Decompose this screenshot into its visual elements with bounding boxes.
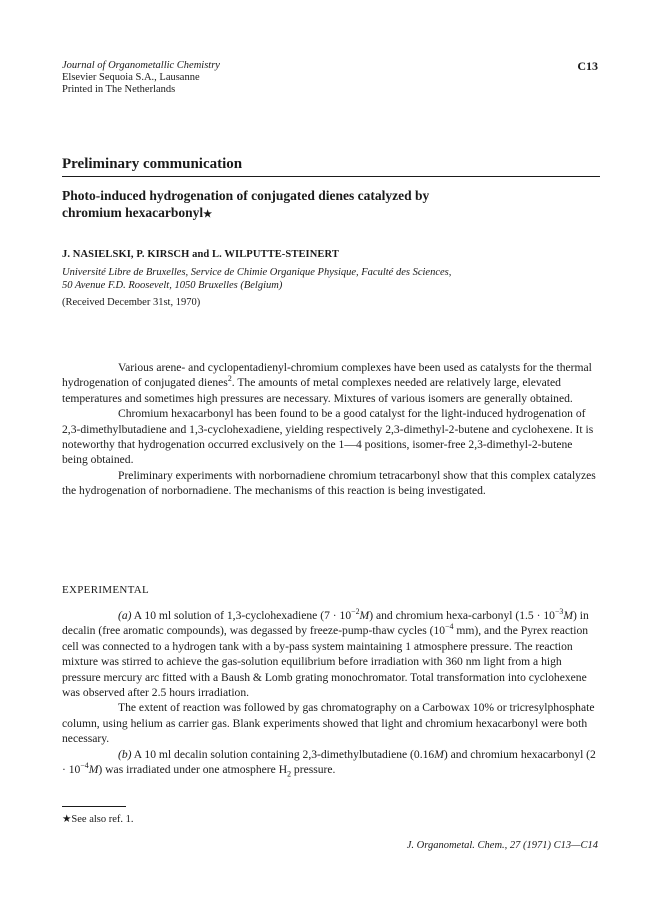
authors: J. NASIELSKI, P. KIRSCH and L. WILPUTTE-STEINERT (62, 249, 339, 260)
article-title (62, 187, 602, 223)
section-title: Preliminary communication (62, 156, 243, 172)
experimental-heading: EXPERIMENTAL (62, 584, 150, 596)
page-number: C13 (577, 59, 598, 73)
intro-paragraph-2: Chromium hexacarbonyl has been found to be a good catalyst for the light-induced hydrogenation of 2,3-dimethylbutadiene and 1,3-cyclohexadiene, yielding respectively 2,3-dimethyl-2-butene and cyclohexene. It is noteworthy that hydrogenation occurred exclusively on the 1—4 positions, isomer-free 2,3-dimethyl-2-butene being obtained. (62, 407, 594, 467)
experimental-paragraph-a: (a) A 10 ml solution of 1,3-cyclohexadiene $(7 \cdot 10^{-2}M)$ and chromium hexa-carbonyl $(1.5 \cdot 10^{-3}M)$ in decalin (free aromatic compounds), was degassed by freeze-pump-thaw cycles ($10^{-4}$ mm), and the Pyrex reaction cell was connected to a hydrogen tank with a by-pass system maintaining 1 atmosphere pressure. The reaction mixture was stirred to achieve the gas-solution equilibrium before irradiation with 360 nm light from a high pressure mercury arc fitted with a Baush & Lomb grating monochromator. Total transformation into cyclohexene was observed after 2.5 hours irradiation. (62, 607, 589, 700)
intro-paragraph-3: Preliminary experiments with norbornadiene chromium tetracarbonyl show that this complex catalyzes the hydrogenation of norbornadiene. The mechanisms of this reaction is being investigated. (62, 468, 596, 498)
experimental-body (62, 608, 600, 777)
title-footnote-star: ★ (203, 209, 213, 220)
journal-header (62, 60, 220, 96)
article-title-line1: Photo-induced hydrogenation of conjugated dienes catalyzed by (62, 188, 430, 203)
reference-superscript: 2 (227, 374, 232, 384)
experimental-paragraph-extent: The extent of reaction was followed by gas chromatography on a Carbowax 10% or tricresylphosphate column, using helium as carrier gas. Blank experiments showed that light and chromium hexacarbonyl were both necessary. (62, 701, 595, 746)
publisher: Elsevier Sequoia S.A., Lausanne (62, 72, 200, 83)
journal-citation: J. Organometal. Chem., 27 (1971) C13—C14 (406, 840, 598, 851)
affiliation-line2: 50 Avenue F.D. Roosevelt, 1050 Bruxelles (Belgium) (62, 280, 283, 291)
printed-in: Printed in The Netherlands (62, 84, 176, 95)
journal-name: Journal of Organometallic Chemistry (62, 60, 220, 71)
title-rule (62, 176, 600, 177)
affiliation-line1: Université Libre de Bruxelles, Service de Chimie Organique Physique, Faculté des Sciences, (62, 267, 452, 278)
article-title-line2: chromium hexacarbonyl (62, 205, 204, 220)
footnote-star: ★ (62, 814, 72, 825)
footnote-rule (62, 806, 126, 807)
affiliation (62, 266, 602, 292)
footnote (62, 813, 134, 825)
intro-paragraph-1: Various arene- and cyclopentadienyl-chromium complexes have been used as catalysts for the thermal hydrogenation of conjugated dienes$^2$. The amounts of metal complexes needed are relatively large, elevated temperatures and sometimes high pressures are necessary. Mixtures of various isomers are generally obtained. (62, 361, 592, 405)
received-date: (Received December 31st, 1970) (62, 297, 201, 308)
intro-body (62, 360, 600, 499)
experimental-paragraph-b: (b) A 10 ml decalin solution containing 2,3-dimethylbutadiene (0.16M) and chromium hexacarbonyl $(2 \cdot 10^{-4}M)$ was irradiated under one atmosphere $H_2$ pressure. (62, 747, 596, 779)
footnote-text: See also ref. 1. (71, 814, 134, 825)
